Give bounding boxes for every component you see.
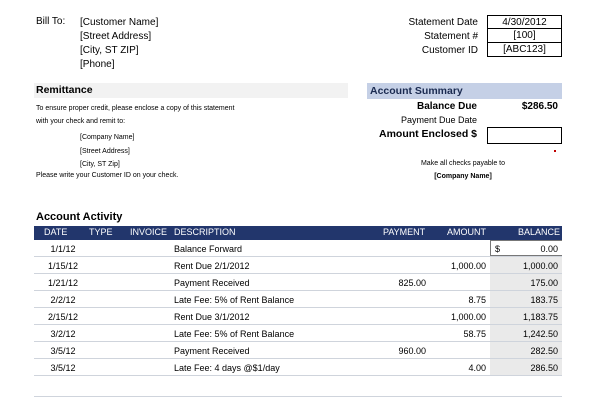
row-description: Late Fee: 4 days @$1/day [174, 363, 280, 373]
row-date: 1/1/12 [50, 244, 76, 254]
remittance-note: Please write your Customer ID on your check. [36, 172, 179, 179]
row-amount: 1,000.00 [450, 261, 486, 271]
row-balance: 0.00 [540, 244, 558, 254]
row-payment: 825.00 [398, 278, 426, 288]
remittance-heading: Remittance [34, 83, 348, 98]
statement-values [487, 15, 562, 57]
account-activity-heading: Account Activity [36, 211, 123, 223]
activity-table [34, 226, 562, 376]
statement-labels [380, 16, 478, 58]
payment-due-date-label: Payment Due Date [400, 115, 477, 125]
customer-phone: [Phone] [80, 59, 115, 70]
remittance-text-line: with your check and remit to: [36, 118, 126, 125]
bill-to-label: Bill To: [36, 16, 66, 27]
row-amount: 8.75 [468, 295, 486, 305]
customer-name: [Customer Name] [80, 17, 159, 28]
row-description: Rent Due 3/1/2012 [174, 312, 250, 322]
statement-date-field[interactable]: 4/30/2012 [487, 15, 562, 29]
table-row [34, 257, 562, 274]
header-balance: BALANCE [518, 227, 561, 237]
table-row [34, 359, 562, 376]
row-date: 1/21/12 [47, 278, 79, 288]
row-date: 3/2/12 [50, 329, 76, 339]
row-description: Late Fee: 5% of Rent Balance [174, 329, 295, 339]
row-balance: 1,242.50 [522, 329, 558, 339]
remittance-instructions [36, 102, 234, 128]
remit-city: [City, ST Zip] [80, 161, 120, 168]
header-date: DATE [44, 227, 68, 237]
header-invoice: INVOICE [130, 227, 168, 237]
account-summary-heading: Account Summary [367, 83, 562, 99]
table-row [34, 342, 562, 359]
customer-street: [Street Address] [80, 31, 152, 42]
comment-marker [554, 150, 556, 152]
statement-date-label: Statement Date [408, 17, 478, 28]
row-amount: 4.00 [468, 363, 486, 373]
row-balance: 286.50 [530, 363, 558, 373]
row-amount: 1,000.00 [450, 312, 486, 322]
balance-due-value: $286.50 [521, 101, 558, 112]
row-balance: 1,000.00 [522, 261, 558, 271]
table-bottom-rule [34, 396, 562, 397]
row-date: 1/15/12 [47, 261, 79, 271]
payable-note: Make all checks payable to [420, 160, 506, 167]
header-description: DESCRIPTION [174, 227, 236, 237]
row-description: Late Fee: 5% of Rent Balance [174, 295, 295, 305]
table-row [34, 291, 562, 308]
balance-due-label: Balance Due [416, 101, 477, 112]
row-date: 2/2/12 [50, 295, 76, 305]
table-row [34, 240, 562, 257]
row-description: Payment Received [174, 346, 250, 356]
customer-city: [City, ST ZIP] [80, 45, 139, 56]
bill-to-address [80, 16, 158, 72]
table-row [34, 274, 562, 291]
row-date: 3/5/12 [50, 363, 76, 373]
row-balance: 175.00 [530, 278, 558, 288]
statement-number-label: Statement # [424, 31, 478, 42]
remittance-text-line: To ensure proper credit, please enclose a copy of this statement [36, 105, 235, 112]
row-balance: 282.50 [530, 346, 558, 356]
table-row [34, 325, 562, 342]
activity-table-header [34, 226, 562, 240]
row-date: 2/15/12 [47, 312, 79, 322]
row-amount: 58.75 [463, 329, 486, 339]
row-date: 3/5/12 [50, 346, 76, 356]
amount-enclosed-field[interactable] [487, 127, 562, 144]
row-currency: $ [495, 244, 501, 254]
header-amount: AMOUNT [447, 227, 486, 237]
row-description: Balance Forward [174, 244, 243, 254]
row-balance: 183.75 [530, 295, 558, 305]
header-payment: PAYMENT [383, 227, 426, 237]
remit-street: [Street Address] [80, 147, 130, 155]
header-type: TYPE [89, 227, 113, 237]
table-row [34, 308, 562, 325]
statement-number-field[interactable]: [100] [487, 29, 562, 43]
amount-enclosed-label: Amount Enclosed $ [378, 128, 477, 140]
row-balance: 1,183.75 [522, 312, 558, 322]
row-payment: 960.00 [398, 346, 426, 356]
customer-id-field[interactable]: [ABC123] [487, 43, 562, 57]
payable-company: [Company Name] [434, 173, 492, 180]
activity-rows [34, 240, 562, 376]
customer-id-label: Customer ID [421, 45, 478, 56]
row-description: Payment Received [174, 278, 250, 288]
remit-company-name: [Company Name] [80, 134, 135, 141]
row-description: Rent Due 2/1/2012 [174, 261, 250, 271]
remittance-address [80, 131, 134, 172]
